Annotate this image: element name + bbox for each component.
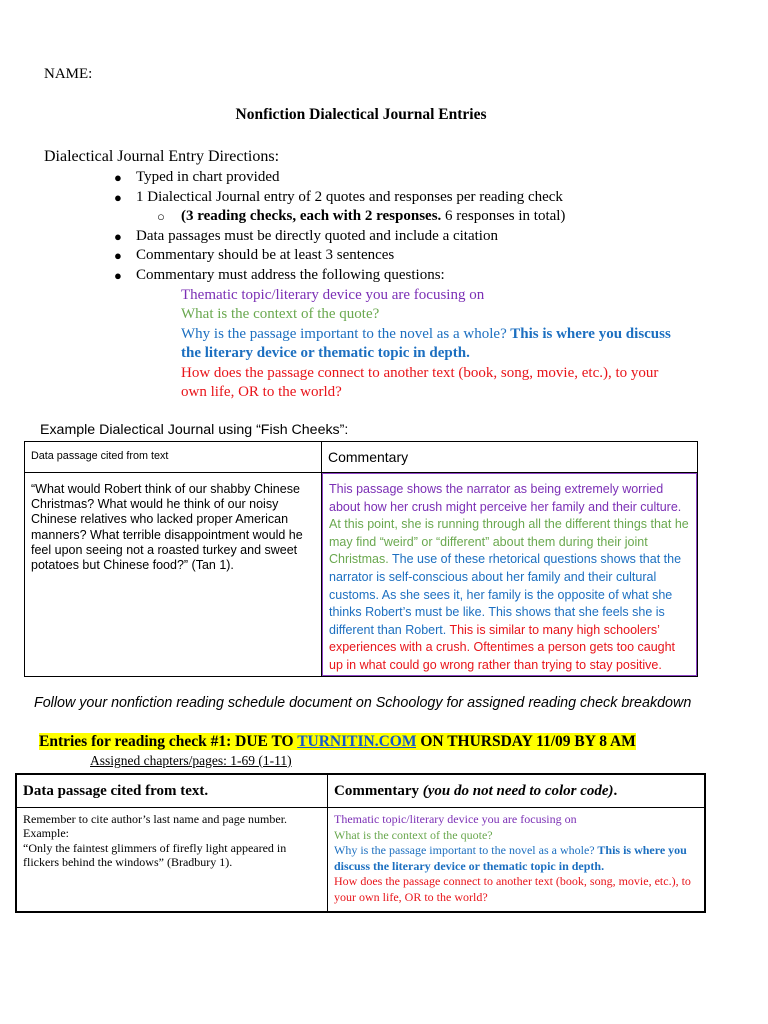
example-col2-header: Commentary (328, 449, 409, 465)
question-thematic: Thematic topic/literary device you are focusing on (334, 812, 577, 826)
bullet-icon: ● (114, 170, 122, 185)
commentary-thematic: This passage shows the narrator as being extremely worried about how her crush might perceive her family and their culture. (329, 482, 682, 514)
example-quote: “What would Robert think of our shabby Chinese Christmas? What would he think of our noisy Chinese relatives who lacked proper American manners? What terrible disappointment would he feel upon seeing not a roasted turkey and sweet potatoes but Chinese food?” (Tan 1). (31, 482, 303, 573)
question-context: What is the context of the quote? (334, 827, 493, 842)
journal-table (15, 773, 706, 913)
hollow-bullet-icon: ○ (157, 209, 165, 225)
table-row (25, 442, 698, 473)
example-commentary (322, 473, 697, 676)
question-thematic: Thematic topic/literary device you are focusing on (181, 287, 485, 303)
directions-item-1: Typed in chart provided (136, 169, 280, 185)
directions-heading: Dialectical Journal Entry Directions: (44, 148, 280, 165)
cite-instruction: Remember to cite author’s last name and page number. Example: (23, 812, 288, 841)
bullet-icon: ● (114, 228, 122, 244)
question-connect: How does the passage connect to another text (book, song, movie, etc.), to your own life, OR to the world? (334, 874, 691, 904)
entries-due-line (39, 733, 636, 751)
list-item (44, 188, 734, 208)
cite-example: “Only the faintest glimmers of firefly light appeared in flickers behind the windows” (Bradbury 1). (23, 840, 287, 870)
page-title: Nonfiction Dialectical Journal Entries (235, 106, 487, 123)
commentary-connection: This is similar to many high schoolers’ experiences with a crush. Oftentimes a person gets too caught up in what could go wrong rather than trying to stay positive. (329, 622, 676, 672)
journal-col2-header: Commentary (you do not need to color code). (334, 783, 618, 799)
commentary-context: At this point, she is running through all the different things that he may find “weird” or “different” about them during their joint Christmas. (329, 517, 689, 567)
example-table (24, 441, 698, 677)
example-heading: Example Dialectical Journal using “Fish Cheeks”: (40, 422, 349, 438)
list-item (44, 168, 734, 188)
bullet-icon: ● (114, 189, 122, 205)
list-item (44, 266, 734, 286)
commentary-questions (181, 286, 681, 402)
bullet-icon: ● (114, 248, 122, 264)
question-important: Why is the passage important to the novel as a whole? This is where you discuss the literary device or thematic topic in depth. (181, 325, 671, 362)
bullet-icon: ● (114, 267, 122, 283)
table-row (16, 774, 705, 808)
directions-sub-rest: 6 responses in total) (441, 208, 566, 225)
directions-item-2: 1 Dialectical Journal entry of 2 quotes and responses per reading check (136, 188, 563, 205)
question-context: What is the context of the quote? (181, 306, 380, 323)
directions-item-3: Data passages must be directly quoted and include a citation (136, 227, 498, 244)
turnitin-link[interactable]: TURNITIN.COM (297, 733, 417, 750)
assigned-chapters: Assigned chapters/pages: 1-69 (1-11) (90, 753, 292, 768)
directions-sub-bold: (3 reading checks, each with 2 responses. (181, 208, 442, 225)
list-item (44, 227, 734, 247)
follow-instructions: Follow your nonfiction reading schedule document on Schoology for assigned reading check breakdown (34, 695, 692, 711)
question-important: Why is the passage important to the novel as a whole? This is where you discuss the literary device or thematic topic in depth. (334, 843, 687, 873)
example-col1-header: Data passage cited from text (31, 450, 169, 462)
directions-list (44, 168, 734, 286)
table-row (16, 808, 705, 913)
list-item (44, 207, 734, 227)
directions-item-5: Commentary must address the following questions: (136, 266, 445, 283)
question-connect: How does the passage connect to another text (book, song, movie, etc.), to your own life, OR to the world? (181, 364, 659, 401)
entries-prefix: Entries for reading check #1: DUE TO (39, 733, 298, 750)
name-label: NAME: (44, 66, 93, 82)
journal-col1-header: Data passage cited from text. (23, 783, 209, 799)
journal-data-passage-cell[interactable] (17, 808, 327, 911)
commentary-importance: The use of these rhetorical questions shows that the narrator is self-conscious about her family and their cultural customs. As she sees it, her family is the opposite of what she thinks Robert’s must be like. This shows that she feels she is different than Robert. (329, 552, 682, 637)
table-row (25, 473, 698, 677)
list-item (44, 246, 734, 266)
entries-suffix: ON THURSDAY 11/09 BY 8 AM (416, 733, 636, 750)
journal-commentary-cell[interactable] (328, 808, 704, 906)
directions-item-4: Commentary should be at least 3 sentences (136, 247, 395, 264)
